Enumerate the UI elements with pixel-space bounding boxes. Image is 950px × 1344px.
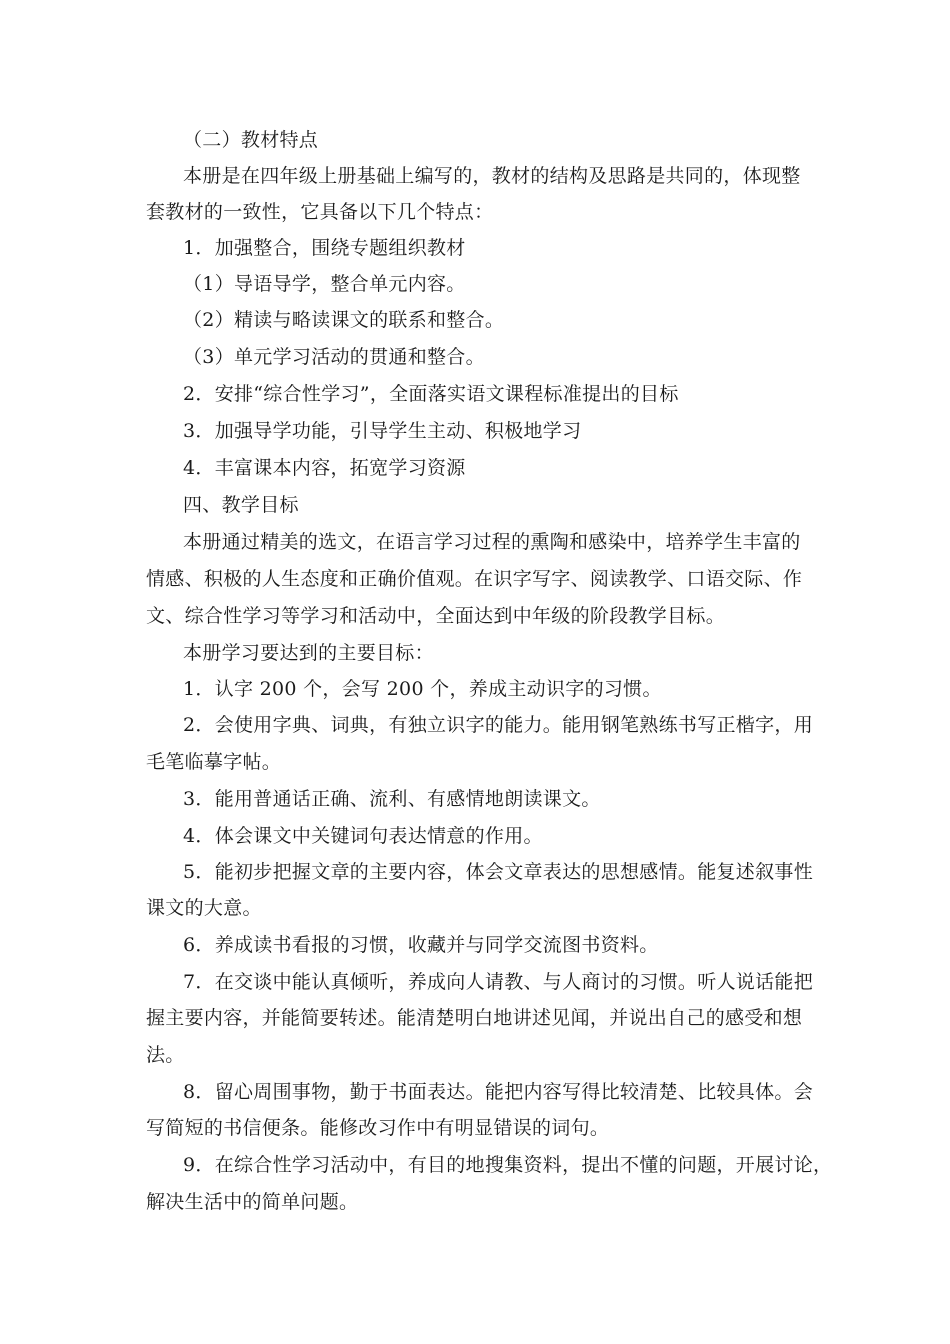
list-item: 8．留心周围事物，勤于书面表达。能把内容写得比较清楚、比较具体。会	[183, 1081, 813, 1103]
paragraph-line: 套教材的一致性，它具备以下几个特点：	[146, 201, 494, 223]
list-item: 2．会使用字典、词典，有独立识字的能力。能用钢笔熟练书写正楷字，用	[183, 714, 813, 736]
list-item: 4．丰富课本内容，拓宽学习资源	[183, 457, 466, 479]
paragraph-line: 情感、积极的人生态度和正确价值观。在识字写字、阅读教学、口语交际、作	[146, 568, 803, 590]
list-item-continuation: 写简短的书信便条。能修改习作中有明显错误的词句。	[146, 1117, 610, 1139]
list-item: 9．在综合性学习活动中，有目的地搜集资料，提出不懂的问题，开展讨论，	[183, 1154, 833, 1176]
section-heading-teaching-goals: 四、教学目标	[183, 494, 299, 516]
list-item: 5．能初步把握文章的主要内容，体会文章表达的思想感情。能复述叙事性	[183, 861, 813, 883]
list-item: 3．能用普通话正确、流利、有感情地朗读课文。	[183, 788, 601, 810]
list-item: 7．在交谈中能认真倾听，养成向人请教、与人商讨的习惯。听人说话能把	[183, 971, 813, 993]
list-item-continuation: 法。	[146, 1044, 185, 1066]
list-item-continuation: 课文的大意。	[146, 897, 262, 919]
list-item: 6．养成读书看报的习惯，收藏并与同学交流图书资料。	[183, 934, 659, 956]
list-item-continuation: 解决生活中的简单问题。	[146, 1191, 359, 1213]
paragraph-line: 本册是在四年级上册基础上编写的，教材的结构及思路是共同的，体现整	[183, 165, 801, 187]
list-item: （1）导语导学，整合单元内容。	[183, 273, 466, 295]
list-item: （3）单元学习活动的贯通和整合。	[183, 346, 485, 368]
list-item: 1．加强整合，围绕专题组织教材	[183, 237, 466, 259]
list-item: 4．体会课文中关键词句表达情意的作用。	[183, 825, 543, 847]
list-item: 2．安排“综合性学习”，全面落实语文课程标准提出的目标	[183, 383, 679, 405]
list-item: 1．认字 200 个，会写 200 个，养成主动识字的习惯。	[183, 678, 662, 700]
paragraph-line: 本册通过精美的选文，在语言学习过程的熏陶和感染中，培养学生丰富的	[183, 531, 801, 553]
paragraph-line: 文、综合性学习等学习和活动中，全面达到中年级的阶段教学目标。	[146, 605, 726, 627]
list-item: （2）精读与略读课文的联系和整合。	[183, 309, 505, 331]
section-heading-textbook-features: （二）教材特点	[183, 129, 319, 151]
list-item: 3．加强导学功能，引导学生主动、积极地学习	[183, 420, 582, 442]
paragraph-line: 本册学习要达到的主要目标：	[183, 642, 434, 664]
list-item-continuation: 握主要内容，并能简要转述。能清楚明白地讲述见闻，并说出自己的感受和想	[146, 1007, 803, 1029]
list-item-continuation: 毛笔临摹字帖。	[146, 751, 282, 773]
